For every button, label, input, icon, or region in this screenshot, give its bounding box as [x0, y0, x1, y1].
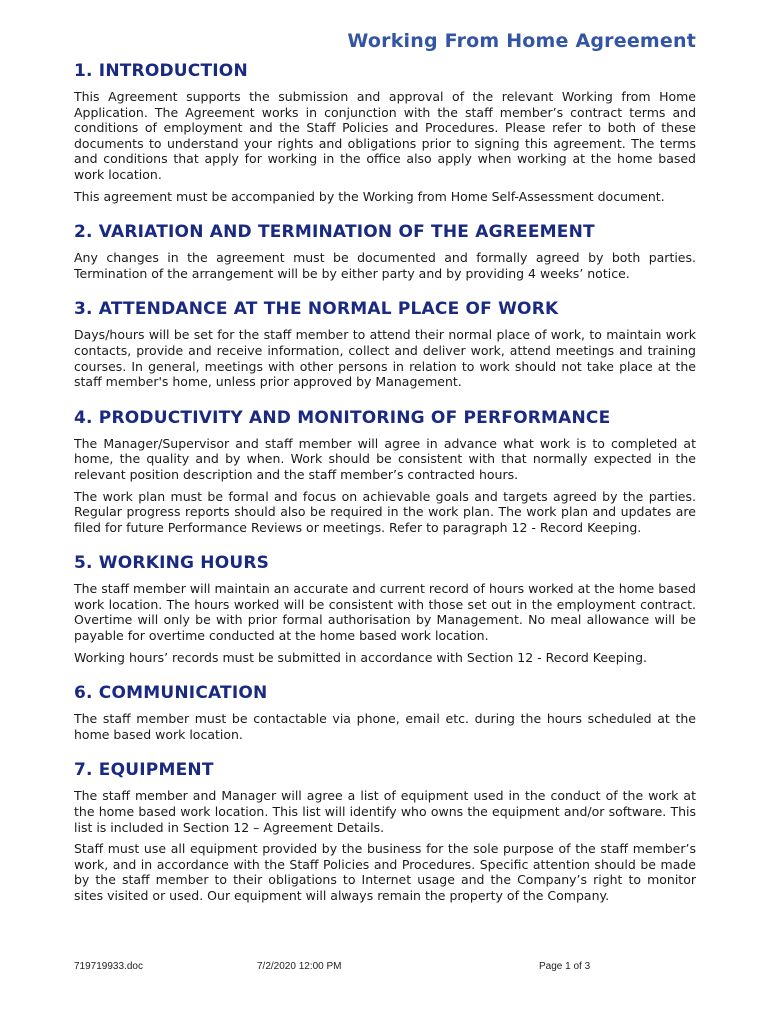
paragraph: Staff must use all equipment provided by the business for the sole purpose of the staff member’s work, and in accordance with the Staff Policies and Procedures. Specific attention should be made by the staff member to their obligations to Internet usage and the Company’s right to monitor sites visited or used. Our equipment will always remain the property of the Company. — [74, 841, 696, 903]
paragraph: This Agreement supports the submission and approval of the relevant Working from Home Application. The Agreement works in conjunction with the staff member’s contract terms and conditions of employment and the Staff Policies and Procedures. Please refer to both of these documents to understand your rights and obligations prior to signing this agreement. The terms and conditions that apply for working in the office also apply when working at the home based work location. — [74, 89, 696, 182]
paragraph: Any changes in the agreement must be documented and formally agreed by both parties. Termination of the arrangement will be by either party and by providing 4 weeks’ notice. — [74, 250, 696, 281]
footer-page-number: Page 1 of 3 — [539, 961, 591, 972]
document-page — [74, 30, 696, 910]
section-heading: 1. INTRODUCTION — [74, 61, 248, 81]
paragraph: Working hours’ records must be submitted in accordance with Section 12 - Record Keeping. — [74, 649, 647, 665]
paragraph: The staff member will maintain an accurate and current record of hours worked at the home based work location. The hours worked will be consistent with those set out in the employment contract. Overtime will only be with prior formal authorisation by Management. No meal allowance will be payable for overtime conducted at the home based work location. — [74, 581, 696, 644]
document-title: Working From Home Agreement — [347, 30, 696, 52]
section-heading: 6. COMMUNICATION — [74, 683, 268, 704]
section-heading: 7. EQUIPMENT — [74, 760, 214, 781]
paragraph: Days/hours will be set for the staff member to attend their normal place of work, to maintain work contacts, provide and receive information, collect and deliver work, attend meetings and training courses. In general, meetings with other persons in relation to work should not take place at the staff member's home, unless prior approved by Management. — [74, 327, 696, 390]
section-working-hours — [74, 553, 696, 665]
section-heading: 4. PRODUCTIVITY AND MONITORING OF PERFORMANCE — [74, 407, 611, 428]
section-heading: 2. VARIATION AND TERMINATION OF THE AGREEMENT — [74, 222, 595, 243]
footer-datetime: 7/2/2020 12:00 PM — [257, 961, 342, 972]
section-heading: 5. WORKING HOURS — [74, 553, 270, 574]
paragraph: The staff member must be contactable via phone, email etc. during the hours scheduled at the home based work location. — [74, 711, 696, 742]
section-productivity — [74, 408, 696, 536]
footer-filename: 719719933.doc — [74, 961, 143, 972]
section-heading: 3. ATTENDANCE AT THE NORMAL PLACE OF WORK — [74, 299, 559, 320]
section-communication — [74, 683, 696, 742]
section-introduction — [74, 61, 696, 204]
paragraph: The work plan must be formal and focus on achievable goals and targets agreed by the parties. Regular progress reports should also be required in the work plan. The work plan and updates are filed for future Performance Reviews or meetings. Refer to paragraph 12 - Record Keeping. — [74, 488, 696, 535]
paragraph: The staff member and Manager will agree a list of equipment used in the conduct of the work at the home based work location. This list will identify who owns the equipment and/or software. This list is included in Section 12 – Agreement Details. — [74, 788, 696, 835]
section-variation-termination — [74, 222, 696, 281]
paragraph: The Manager/Supervisor and staff member will agree in advance what work is to completed at home, the quality and by when. Work should be consistent with that normally expected in the relevant position description and the staff member’s contracted hours. — [74, 435, 696, 482]
section-equipment — [74, 760, 696, 903]
section-attendance — [74, 299, 696, 389]
paragraph: This agreement must be accompanied by the Working from Home Self-Assessment document. — [74, 188, 665, 204]
